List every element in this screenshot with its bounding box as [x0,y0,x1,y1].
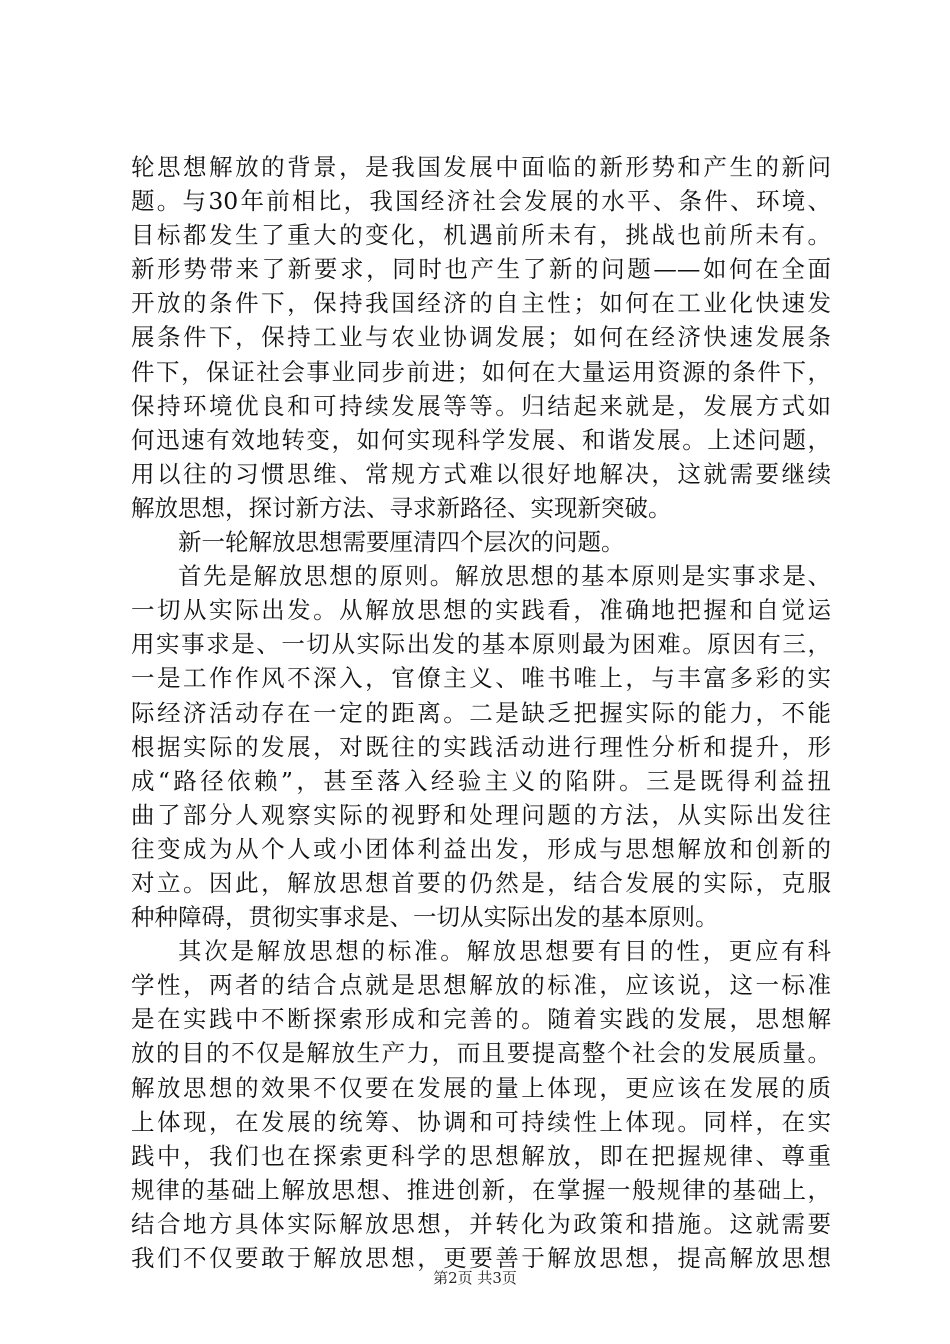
text-line: 学性，两者的结合点就是思想解放的标准，应该说，这一标准 [131,971,831,1000]
text-line: 一切从实际出发。从解放思想的实践看，准确地把握和自觉运 [131,596,831,625]
text-line: 对立。因此，解放思想首要的仍然是，结合发展的实际，克服 [131,868,831,897]
text-line: 往变成为从个人或小团体利益出发，形成与思想解放和创新的 [131,834,831,863]
text-line: 新形势带来了新要求，同时也产生了新的问题——如何在全面 [131,255,831,284]
text-line: 曲了部分人观察实际的视野和处理问题的方法，从实际出发往 [131,800,831,829]
text-line: 其次是解放思想的标准。解放思想要有目的性，更应有科 [178,937,831,966]
page-number-footer: 第2页 共3页 [433,1269,517,1287]
text-line: 结合地方具体实际解放思想，并转化为政策和措施。这就需要 [131,1209,831,1238]
text-line: 规律的基础上解放思想、推进创新，在掌握一般规律的基础上， [131,1175,831,1204]
document-body [131,150,831,1275]
text-line: 题。与30年前相比，我国经济社会发展的水平、条件、环境、 [131,187,831,216]
text-line: 根据实际的发展，对既往的实践活动进行理性分析和提升，形 [131,732,831,761]
text-line: 解放思想的效果不仅要在发展的量上体现，更应该在发展的质 [131,1073,831,1102]
text-line: 展条件下，保持工业与农业协调发展；如何在经济快速发展条 [131,323,831,352]
text-line: 是在实践中不断探索形成和完善的。随着实践的发展，思想解 [131,1005,831,1034]
text-line: 目标都发生了重大的变化，机遇前所未有，挑战也前所未有。 [131,221,831,250]
paragraph-heading-line: 新一轮解放思想需要厘清四个层次的问题。 [178,528,625,557]
text-line: 上体现，在发展的统筹、协调和可持续性上体现。同样，在实 [131,1107,831,1136]
text-line: 放的目的不仅是解放生产力，而且要提高整个社会的发展质量。 [131,1039,831,1068]
text-line: 件下，保证社会事业同步前进；如何在大量运用资源的条件下， [131,357,831,386]
text-line: 用以往的习惯思维、常规方式难以很好地解决，这就需要继续 [131,459,831,488]
text-line: 成“路径依赖”，甚至落入经验主义的陷阱。三是既得利益扭 [131,766,831,795]
text-line: 开放的条件下，保持我国经济的自主性；如何在工业化快速发 [131,289,831,318]
text-line: 践中，我们也在探索更科学的思想解放，即在把握规律、尊重 [131,1141,831,1170]
text-line: 解放思想，探讨新方法、寻求新路径、实现新突破。 [131,493,672,522]
text-line: 一是工作作风不深入，官僚主义、唯书唯上，与丰富多彩的实 [131,664,831,693]
text-line: 首先是解放思想的原则。解放思想的基本原则是实事求是、 [178,562,831,591]
text-line: 用实事求是、一切从实际出发的基本原则最为困难。原因有三， [131,630,831,659]
text-line: 种种障碍，贯彻实事求是、一切从实际出发的基本原则。 [131,903,719,932]
text-line: 轮思想解放的背景，是我国发展中面临的新形势和产生的新问 [131,153,831,181]
text-line: 我们不仅要敢于解放思想，更要善于解放思想，提高解放思想 [131,1244,831,1272]
text-line: 际经济活动存在一定的距离。二是缺乏把握实际的能力，不能 [131,698,831,727]
text-line: 何迅速有效地转变，如何实现科学发展、和谐发展。上述问题， [131,425,831,454]
text-line: 保持环境优良和可持续发展等等。归结起来就是，发展方式如 [131,391,831,420]
